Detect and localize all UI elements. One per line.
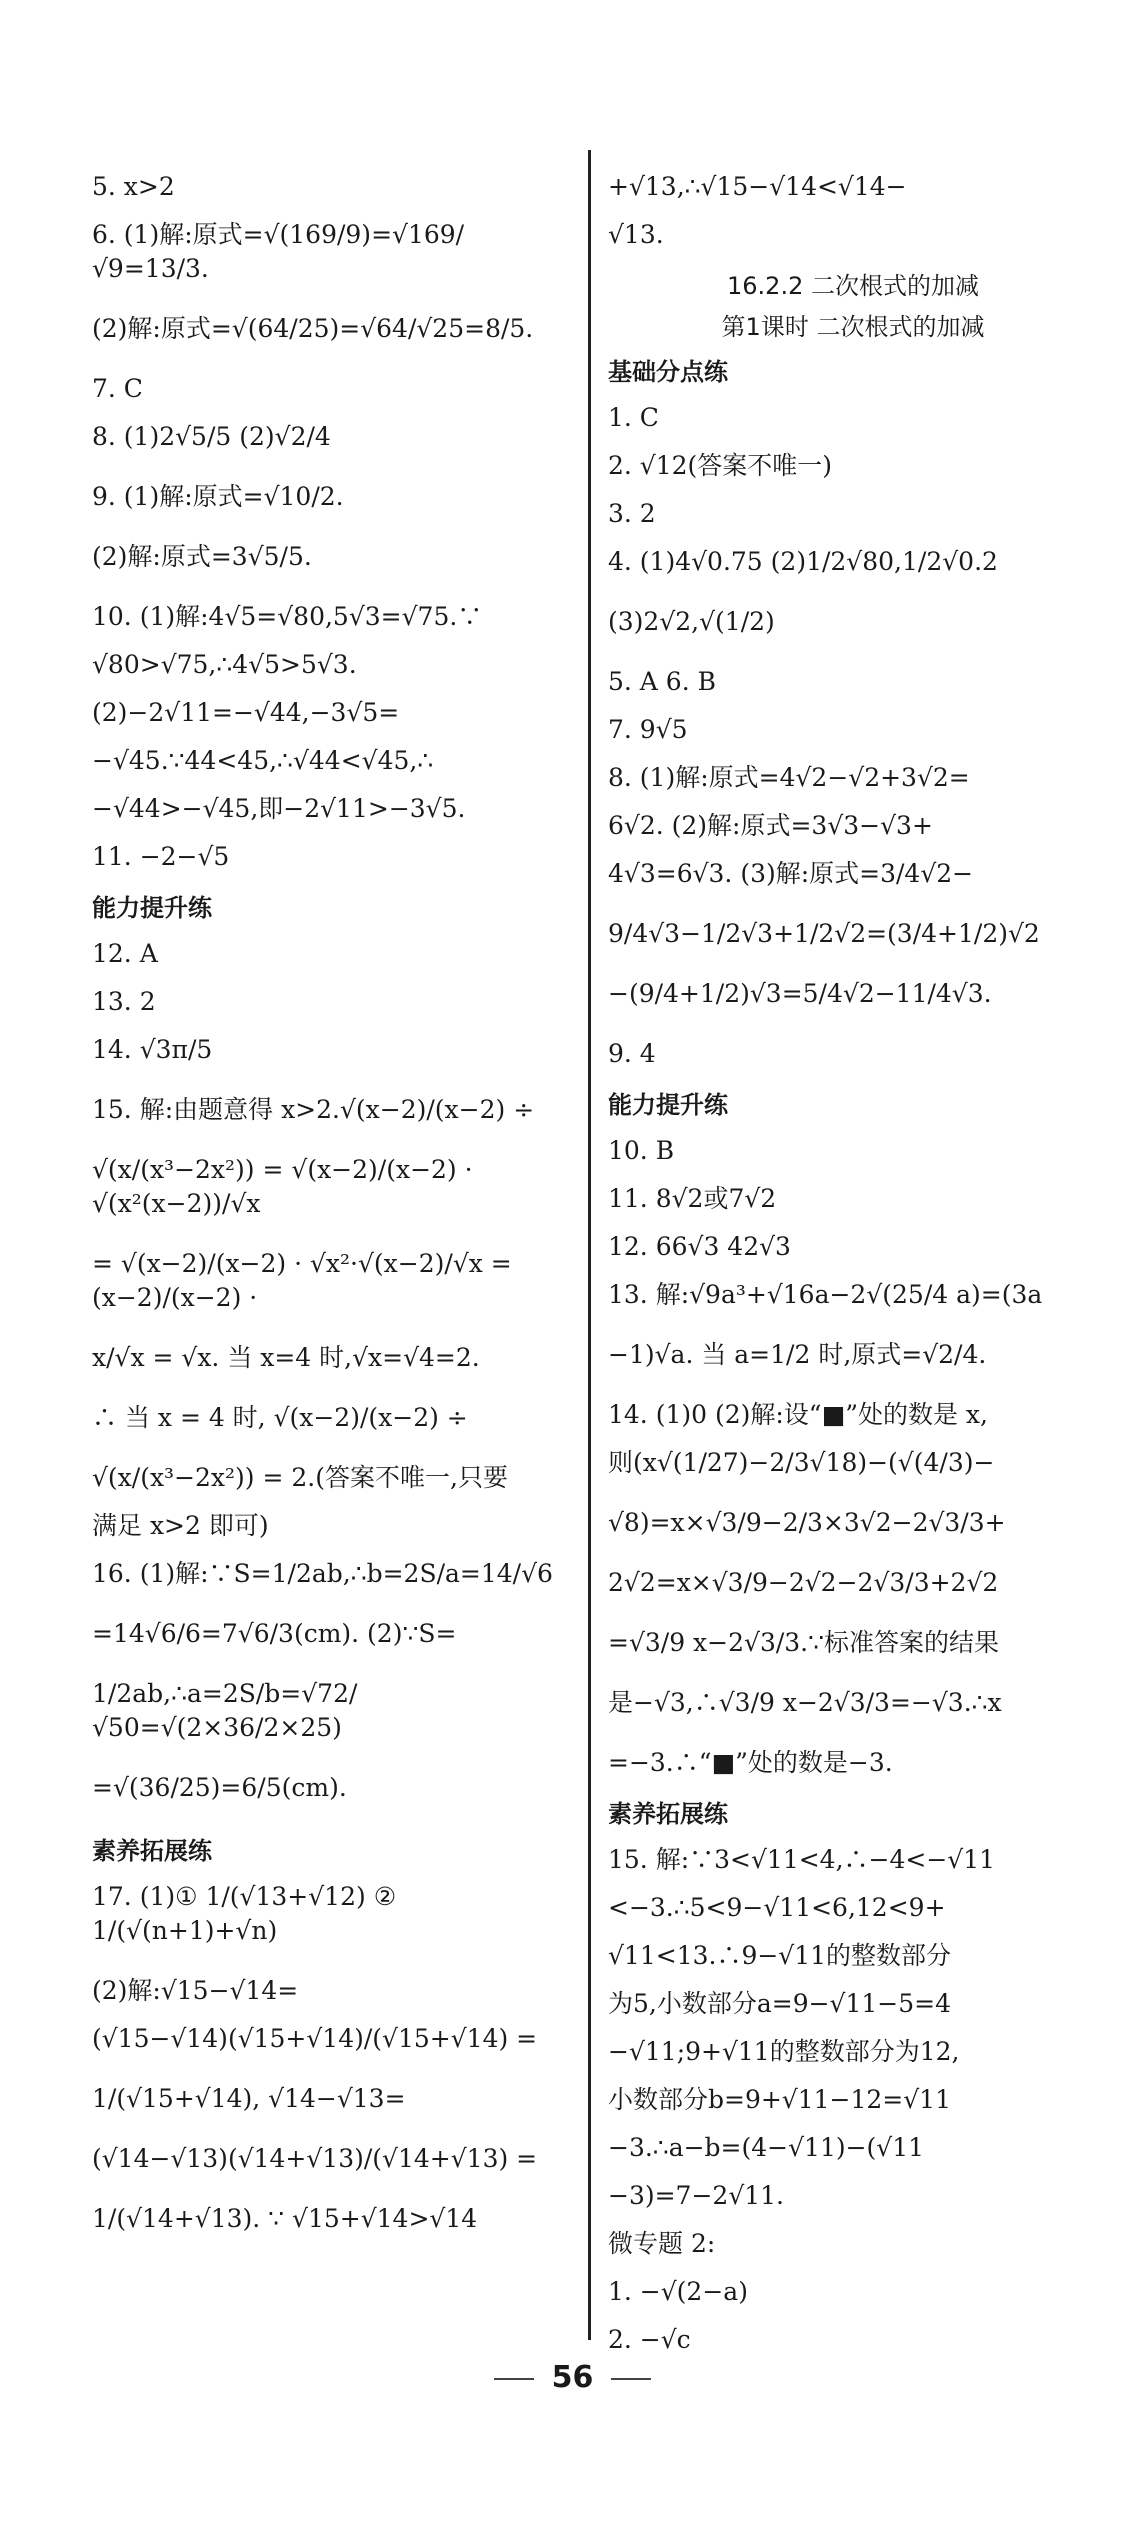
footer-dash-left (494, 2378, 534, 2380)
answer-line: 则(x√(1/27)−2/3√18)−(√(4/3)− (608, 1448, 995, 1477)
left-column (92, 170, 572, 2250)
answer-line: 14. (1)0 (2)解:设“■”处的数是 x, (608, 1400, 988, 1429)
answer-line: 5. x>2 (92, 172, 175, 201)
page-footer (0, 2360, 1145, 2395)
answer-line: 8. (1)解:原式=4√2−√2+3√2= (608, 763, 970, 792)
answer-line: 微专题 2: (608, 2229, 716, 2258)
answer-line: (2)解:原式=√(64/25)=√64/√25=8/5. (92, 314, 534, 343)
answer-line: =14√6/6=7√6/3(cm). (2)∵S= (92, 1619, 457, 1648)
answer-line: 10. (1)解:4√5=√80,5√3=√75.∵ (92, 602, 483, 631)
section-heading: 素养拓展练 (608, 1800, 728, 1828)
answer-line: (√15−√14)(√15+√14)/(√15+√14) = (92, 2024, 538, 2053)
answer-line: (3)2√2,√(1/2) (608, 607, 775, 636)
answer-line: 13. 2 (92, 987, 156, 1016)
answer-line: 16. (1)解:∵S=1/2ab,∴b=2S/a=14/√6 (92, 1559, 553, 1588)
answer-line: 7. C (92, 374, 143, 403)
answer-line: −1)√a. 当 a=1/2 时,原式=√2/4. (608, 1340, 987, 1369)
answer-line: <−3.∴5<9−√11<6,12<9+ (608, 1893, 946, 1922)
answer-line: 2√2=x×√3/9−2√2−2√3/3+2√2 (608, 1568, 999, 1597)
answer-line: 2. √12(答案不唯一) (608, 451, 833, 480)
answer-line: 5. A 6. B (608, 667, 716, 696)
answer-line: (2)−2√11=−√44,−3√5= (92, 698, 400, 727)
answer-line: 14. √3π/5 (92, 1035, 213, 1064)
answer-line: 7. 9√5 (608, 715, 688, 744)
answer-line: 6. (1)解:原式=√(169/9)=√169/√9=13/3. (92, 220, 465, 283)
answer-line: (2)解:原式=3√5/5. (92, 542, 312, 571)
answer-line: 9/4√3−1/2√3+1/2√2=(3/4+1/2)√2 (608, 919, 1040, 948)
answer-line: −(9/4+1/2)√3=5/4√2−11/4√3. (608, 979, 992, 1008)
answer-line: x/√x = √x. 当 x=4 时,√x=√4=2. (92, 1343, 480, 1372)
page-number: 56 (551, 2360, 594, 2395)
answer-line: 4. (1)4√0.75 (2)1/2√80,1/2√0.2 (608, 547, 998, 576)
answer-line: −√44>−√45,即−2√11>−3√5. (92, 794, 466, 823)
answer-line: =√(36/25)=6/5(cm). (92, 1773, 347, 1802)
answer-line: 17. (1)① 1/(√13+√12) ② 1/(√(n+1)+√n) (92, 1882, 397, 1945)
answer-line: 2. −√c (608, 2325, 691, 2354)
answer-line: √8)=x×√3/9−2/3×3√2−2√3/3+ (608, 1508, 1006, 1537)
answer-line: 1/2ab,∴a=2S/b=√72/√50=√(2×36/2×25) (92, 1679, 358, 1742)
answer-line: (√14−√13)(√14+√13)/(√14+√13) = (92, 2144, 538, 2173)
answer-line: √(x/(x³−2x²)) = √(x−2)/(x−2) · √(x²(x−2))/√x (92, 1155, 473, 1218)
lesson-subtitle: 第1课时 二次根式的加减 (721, 313, 985, 341)
answer-line: 11. −2−√5 (92, 842, 230, 871)
answer-line: −√45.∵44<45,∴√44<√45,∴ (92, 746, 434, 775)
answer-line: 1/(√15+√14), √14−√13= (92, 2084, 406, 2113)
answer-line: 15. 解:∵3<√11<4,∴−4<−√11 (608, 1845, 996, 1874)
answer-line: 为5,小数部分a=9−√11−5=4 (608, 1989, 952, 2018)
answer-line: 9. 4 (608, 1039, 656, 1068)
answer-line: 8. (1)2√5/5 (2)√2/4 (92, 422, 331, 451)
answer-line: 3. 2 (608, 499, 656, 528)
answer-line: 小数部分b=9+√11−12=√11 (608, 2085, 951, 2114)
answer-line: 6√2. (2)解:原式=3√3−√3+ (608, 811, 933, 840)
answer-line: 是−√3,∴√3/9 x−2√3/3=−√3.∴x (608, 1688, 1002, 1717)
answer-line: 1. C (608, 403, 659, 432)
footer-dash-right (611, 2378, 651, 2380)
answer-line: ∴ 当 x = 4 时, √(x−2)/(x−2) ÷ (92, 1403, 468, 1432)
answer-line: =√3/9 x−2√3/3.∵标准答案的结果 (608, 1628, 1000, 1657)
answer-line: 1/(√14+√13). ∵ √15+√14>√14 (92, 2204, 478, 2233)
answer-line: 1. −√(2−a) (608, 2277, 748, 2306)
answer-line: +√13,∴√15−√14<√14− (608, 172, 907, 201)
section-title: 16.2.2 二次根式的加减 (727, 272, 979, 300)
answer-line: 15. 解:由题意得 x>2.√(x−2)/(x−2) ÷ (92, 1095, 535, 1124)
answer-line: √80>√75,∴4√5>5√3. (92, 650, 357, 679)
answer-line: =−3.∴“■”处的数是−3. (608, 1748, 893, 1777)
answer-line: √11<13.∴9−√11的整数部分 (608, 1941, 952, 1970)
section-heading: 基础分点练 (608, 358, 728, 386)
answer-line: 10. B (608, 1136, 675, 1165)
answer-line: −√11;9+√11的整数部分为12, (608, 2037, 960, 2066)
column-divider (588, 150, 591, 2340)
section-heading: 能力提升练 (92, 894, 212, 922)
answer-line: 13. 解:√9a³+√16a−2√(25/4 a)=(3a (608, 1280, 1043, 1309)
answer-line: √(x/(x³−2x²)) = 2.(答案不唯一,只要 (92, 1463, 508, 1492)
section-heading: 能力提升练 (608, 1091, 728, 1119)
answer-line: 12. A (92, 939, 158, 968)
answer-line: (2)解:√15−√14= (92, 1976, 299, 2005)
answer-line: 9. (1)解:原式=√10/2. (92, 482, 344, 511)
answer-line: 满足 x>2 即可) (92, 1511, 269, 1540)
answer-line: 4√3=6√3. (3)解:原式=3/4√2− (608, 859, 974, 888)
answer-line: 11. 8√2或7√2 (608, 1184, 777, 1213)
answer-line: 12. 66√3 42√3 (608, 1232, 791, 1261)
right-column (608, 170, 1098, 2371)
answer-line: √13. (608, 220, 664, 249)
section-heading: 素养拓展练 (92, 1837, 212, 1865)
answer-line: = √(x−2)/(x−2) · √x²·√(x−2)/√x = (x−2)/(x−2) · (92, 1249, 512, 1312)
answer-line: −3)=7−2√11. (608, 2181, 785, 2210)
answer-line: −3.∴a−b=(4−√11)−(√11 (608, 2133, 925, 2162)
